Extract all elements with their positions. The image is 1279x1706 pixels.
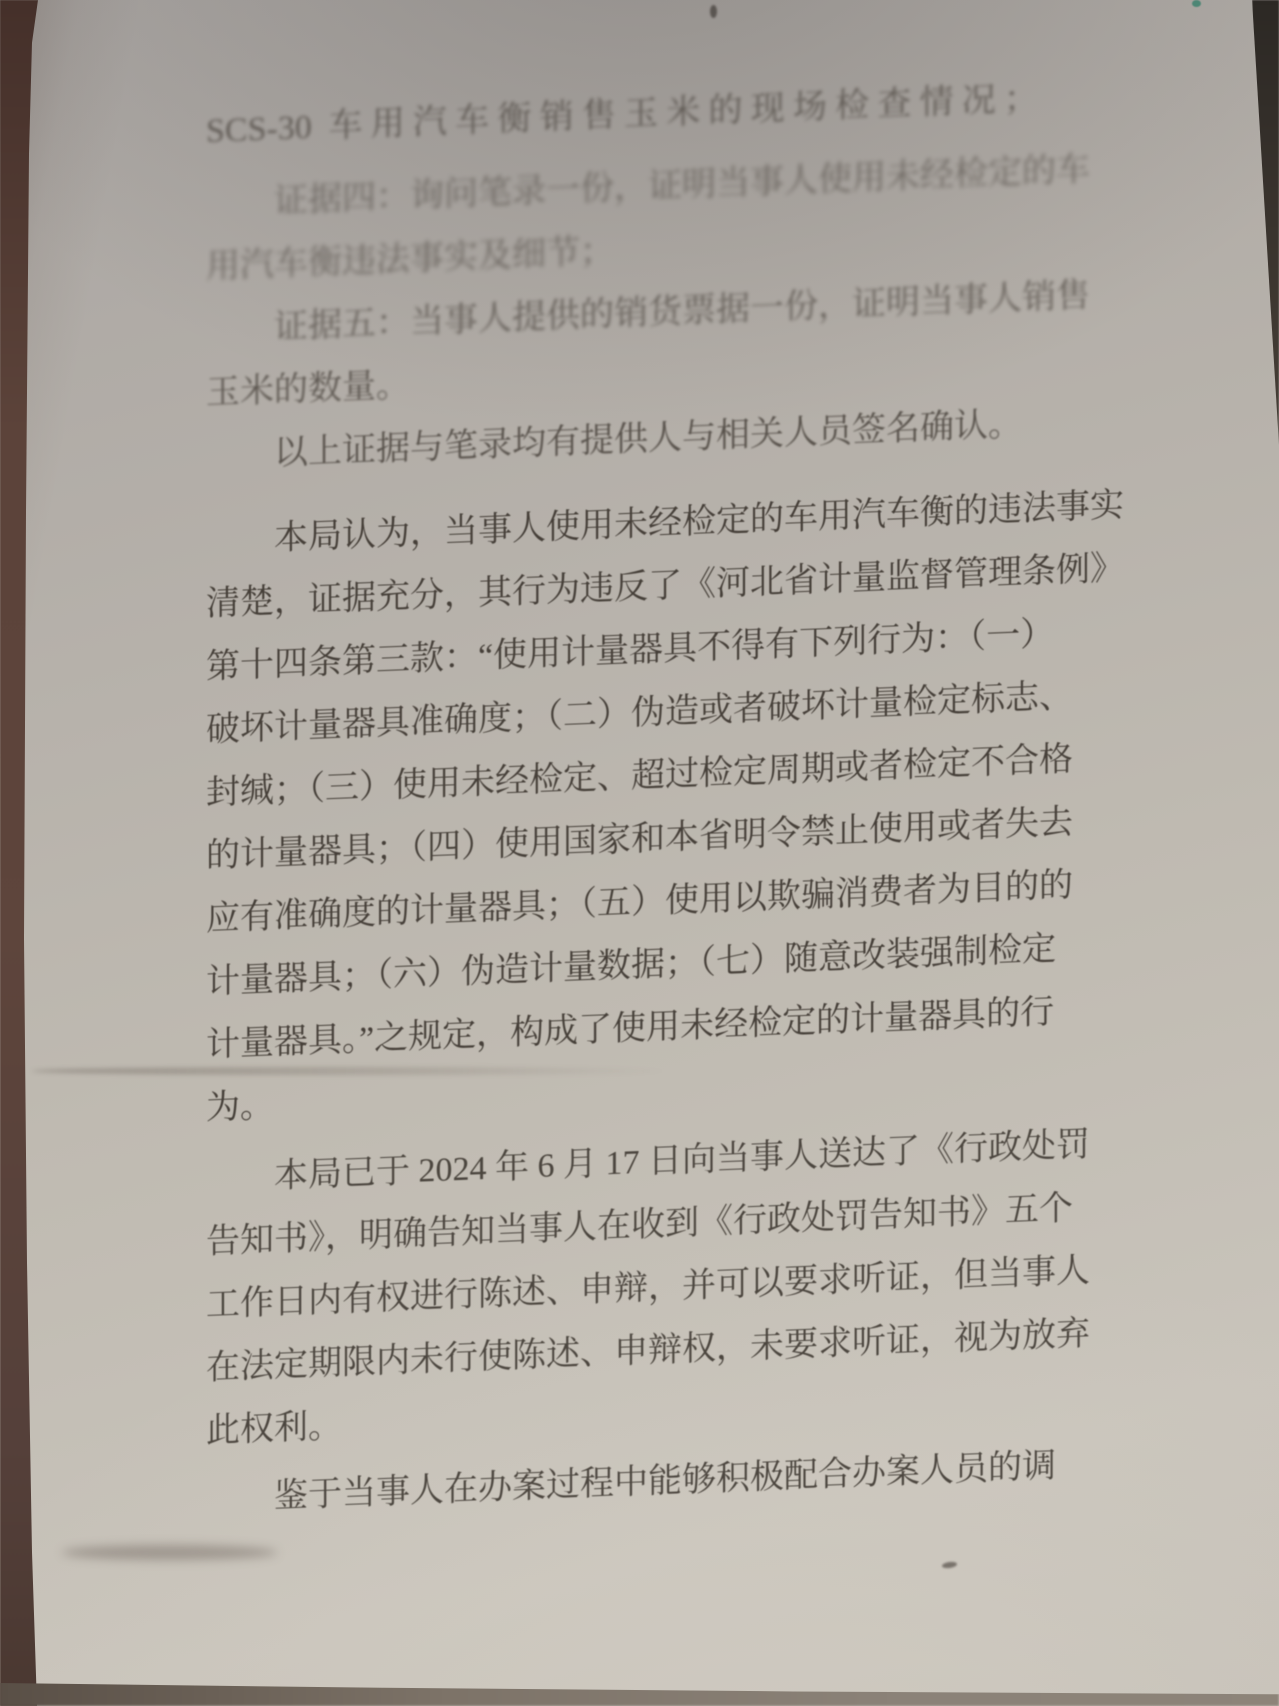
paper-speck xyxy=(942,1561,958,1569)
document-line: 本局已于 2024 年 6 月 17 日向当事人送达了《行政处罚 xyxy=(274,1126,1090,1196)
document-line: 以上证据与笔录均有提供人与相关人员签名确认。 xyxy=(274,405,1022,473)
document-text xyxy=(206,67,1124,1531)
document-line: 封缄；（三）使用未经检定、超过检定周期或者检定不合格 xyxy=(206,740,1073,812)
document-line: 玉米的数量。 xyxy=(206,366,410,412)
document-line: 应有准确度的计量器具；（五）使用以欺骗消费者为目的的 xyxy=(206,866,1073,938)
paper-smudge xyxy=(62,1545,277,1560)
document-line: 的计量器具；（四）使用国家和本省明令禁止使用或者失去 xyxy=(206,803,1073,875)
document-line: 此权利。 xyxy=(206,1407,342,1450)
table-surface-left-edge xyxy=(0,0,42,1706)
document-line: 清楚，证据充分，其行为违反了《河北省计量监督管理条例》 xyxy=(206,549,1124,623)
document-line: 破坏计量器具准确度；（二）伪造或者破坏计量检定标志、 xyxy=(206,677,1073,749)
document-line: 告知书》，明确告知当事人在收到《行政处罚告知书》五个 xyxy=(206,1189,1073,1261)
document-line: 用汽车衡违法事实及细节； xyxy=(206,232,614,286)
table-surface-bottom-edge xyxy=(0,1678,1279,1706)
paper-speck xyxy=(1192,0,1201,7)
document-line: 工作日内有权进行陈述、申辩，并可以要求听证，但当事人 xyxy=(206,1252,1090,1324)
document-line: 本局认为，当事人使用未经检定的车用汽车衡的违法事实 xyxy=(274,486,1124,558)
document-line: 为。 xyxy=(206,1087,274,1127)
paper-speck xyxy=(710,5,717,18)
table-surface-right-edge xyxy=(1252,0,1279,445)
document-line: 第十四条第三款：“使用计量器具不得有下列行为：（一） xyxy=(206,615,1055,686)
document-line: 证据五：当事人提供的销货票据一份，证明当事人销售 xyxy=(274,277,1090,347)
document-line: 计量器具；（六）伪造计量数据；（七）随意改装强制检定 xyxy=(206,930,1056,1001)
document-line: SCS-30 车用汽车衡销售玉米的现场检查情况； xyxy=(206,80,1038,150)
document-line: 鉴于当事人在办案过程中能够积极配合办案人员的调 xyxy=(274,1447,1056,1516)
document-line: 计量器具。”之规定，构成了使用未经检定的计量器具的行 xyxy=(206,993,1055,1064)
document-line: 在法定期限内未行使陈述、申辩权，未要求听证，视为放弃 xyxy=(206,1315,1090,1387)
document-line: 证据四：询问笔录一份，证明当事人使用未经检定的车 xyxy=(274,151,1090,221)
